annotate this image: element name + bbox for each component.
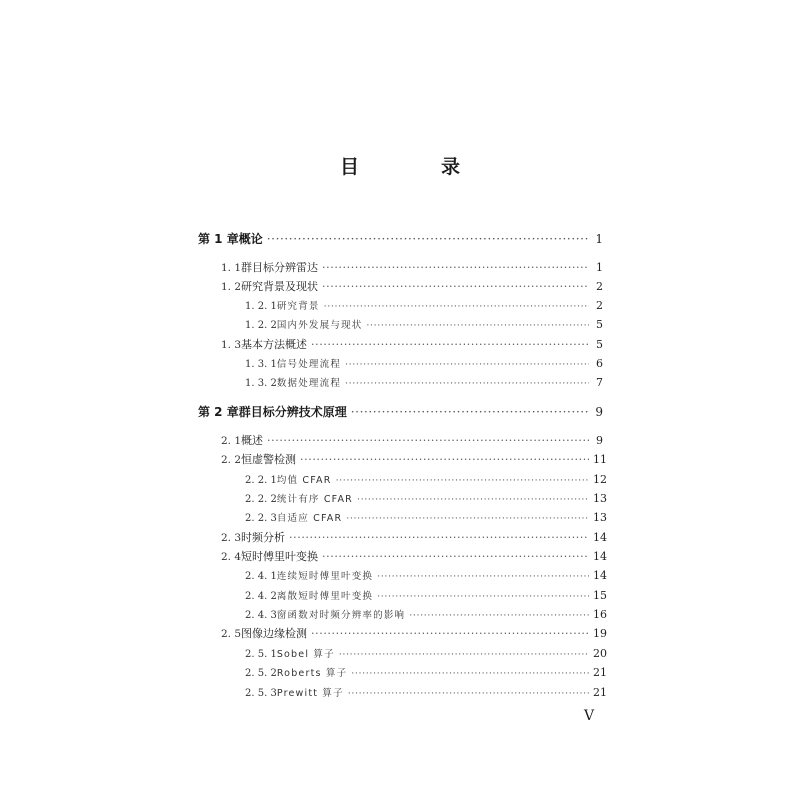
dot-leader <box>345 377 589 391</box>
dot-leader <box>348 687 589 701</box>
dot-leader <box>322 261 589 275</box>
toc-entry-subsection[interactable] <box>245 569 607 583</box>
toc-entry-page-number: 13 <box>593 511 607 524</box>
toc-entry-title: 概论 <box>238 232 263 246</box>
dot-leader <box>289 531 589 545</box>
toc-entry-title: 国内外发展与现状 <box>276 320 363 331</box>
dot-leader <box>322 550 589 564</box>
toc-entry-subsection[interactable] <box>245 589 607 603</box>
toc-entry-section[interactable] <box>221 280 603 294</box>
toc-entry-section[interactable] <box>221 531 607 545</box>
page-number-folio: V <box>584 708 595 724</box>
dot-leader <box>322 280 589 294</box>
toc-entry-title: 概述 <box>241 434 264 447</box>
dot-leader <box>339 648 589 662</box>
toc-entry-subsection[interactable] <box>245 686 607 700</box>
toc-entry-title: 时频分析 <box>241 531 286 544</box>
dot-leader <box>366 319 589 333</box>
toc-entry-page-number: 9 <box>595 405 603 419</box>
toc-entry-section[interactable] <box>221 261 603 275</box>
dot-leader <box>377 590 589 604</box>
toc-entry-chapter[interactable] <box>198 405 603 419</box>
toc-entry-number: 1. 3 <box>221 339 242 351</box>
toc-entry-title: 连续短时傅里叶变换 <box>276 571 374 582</box>
dot-leader <box>357 493 589 507</box>
dot-leader <box>336 474 589 488</box>
toc-entry-number: 2. 3 <box>221 532 242 544</box>
dot-leader <box>267 232 589 246</box>
toc-entry-title: 离散短时傅里叶变换 <box>276 591 374 602</box>
toc-entry-subsection[interactable] <box>245 299 603 313</box>
toc-entry-subsection[interactable] <box>245 473 607 487</box>
toc-entry-page-number: 5 <box>596 318 603 331</box>
toc-entry-number: 1. 3. 1 <box>245 359 277 370</box>
toc-entry-page-number: 12 <box>593 473 607 486</box>
toc-entry-number: 2. 5 <box>221 628 242 640</box>
toc-entry-title: 基本方法概述 <box>241 338 308 351</box>
toc-entry-page-number: 19 <box>593 627 607 640</box>
toc-entry-chapter[interactable] <box>198 232 603 246</box>
toc-entry-number: 2. 2. 3 <box>245 513 277 524</box>
toc-entry-subsection[interactable] <box>245 492 607 506</box>
toc-entry-page-number: 21 <box>593 686 607 699</box>
toc-entry-title: 群目标分辨技术原理 <box>238 405 347 419</box>
toc-entry-number: 1. 1 <box>221 262 242 274</box>
toc-entry-number: 2. 5. 2 <box>245 668 277 679</box>
toc-entry-subsection[interactable] <box>245 608 607 622</box>
toc-entry-subsection[interactable] <box>245 318 603 332</box>
dot-leader <box>311 627 589 641</box>
toc-entry-title: 恒虚警检测 <box>241 453 297 466</box>
toc-entry-number: 第 1 章 <box>198 232 239 246</box>
toc-entry-page-number: 14 <box>593 569 607 582</box>
toc-entry-title: 研究背景及现状 <box>241 280 319 293</box>
toc-entry-title: 信号处理流程 <box>276 359 342 370</box>
toc-entry-number: 2. 4. 1 <box>245 571 277 582</box>
dot-leader <box>351 667 589 681</box>
toc-entry-number: 1. 3. 2 <box>245 378 277 389</box>
dot-leader <box>300 453 589 467</box>
toc-entry-number: 2. 1 <box>221 435 242 447</box>
toc-entry-subsection[interactable] <box>245 376 603 390</box>
toc-entry-section[interactable] <box>221 338 603 352</box>
toc-entry-title: 窗函数对时频分辨率的影响 <box>276 610 406 621</box>
toc-entry-number: 1. 2. 1 <box>245 301 277 312</box>
toc-entry-page-number: 2 <box>596 299 603 312</box>
toc-entry-subsection[interactable] <box>245 666 607 680</box>
toc-entry-page-number: 2 <box>596 280 603 293</box>
toc-entry-title: Sobel 算子 <box>276 649 335 660</box>
toc-entry-subsection[interactable] <box>245 647 607 661</box>
toc-entry-section[interactable] <box>221 453 607 467</box>
toc-entry-subsection[interactable] <box>245 511 607 525</box>
toc-entry-page-number: 15 <box>593 589 607 602</box>
toc-entry-title: 自适应 CFAR <box>276 513 343 524</box>
toc-entry-subsection[interactable] <box>245 357 603 371</box>
page-title-char-2: 录 <box>440 156 460 178</box>
toc-entry-page-number: 6 <box>596 357 603 370</box>
toc-entry-number: 2. 2. 1 <box>245 475 277 486</box>
dot-leader <box>311 338 589 352</box>
toc-entry-page-number: 5 <box>596 338 603 351</box>
toc-entry-number: 2. 5. 1 <box>245 649 277 660</box>
toc-entry-section[interactable] <box>221 434 603 448</box>
toc-entry-page-number: 1 <box>595 232 603 246</box>
toc-entry-page-number: 21 <box>593 666 607 679</box>
toc-entry-title: 统计有序 CFAR <box>276 494 353 505</box>
toc-entry-number: 2. 5. 3 <box>245 688 277 699</box>
toc-entry-title: 均值 CFAR <box>276 475 332 486</box>
toc-entry-title: 数据处理流程 <box>276 378 342 389</box>
toc-entry-number: 2. 4. 2 <box>245 591 277 602</box>
toc-entry-number: 2. 2 <box>221 454 242 466</box>
toc-entry-page-number: 7 <box>596 376 603 389</box>
dot-leader <box>324 300 589 314</box>
toc-entry-title: 图像边缘检测 <box>241 627 308 640</box>
toc-entry-title: Roberts 算子 <box>276 668 348 679</box>
toc-entry-title: 群目标分辨雷达 <box>241 261 319 274</box>
toc-entry-number: 2. 4 <box>221 551 242 563</box>
toc-entry-number: 1. 2 <box>221 281 242 293</box>
page-title-char-1: 目 <box>340 156 360 178</box>
toc-entry-page-number: 9 <box>596 434 603 447</box>
toc-entry-page-number: 16 <box>593 608 607 621</box>
toc-entry-page-number: 14 <box>593 550 607 563</box>
toc-entry-number: 2. 2. 2 <box>245 494 277 505</box>
toc-entry-title: 短时傅里叶变换 <box>241 550 319 563</box>
toc-entry-page-number: 13 <box>593 492 607 505</box>
toc-entry-number: 2. 4. 3 <box>245 610 277 621</box>
toc-entry-number: 1. 2. 2 <box>245 320 277 331</box>
toc-entry-section[interactable] <box>221 627 607 641</box>
toc-entry-title: 研究背景 <box>276 301 320 312</box>
dot-leader <box>346 512 589 526</box>
dot-leader <box>351 405 589 419</box>
toc-entry-page-number: 11 <box>593 453 607 466</box>
dot-leader <box>345 358 589 372</box>
toc-entry-page-number: 1 <box>596 261 603 274</box>
toc-entry-page-number: 20 <box>593 647 607 660</box>
toc-entry-number: 第 2 章 <box>198 405 239 419</box>
toc-entry-title: Prewitt 算子 <box>276 688 344 699</box>
dot-leader <box>377 570 589 584</box>
dot-leader <box>409 609 589 623</box>
toc-entry-section[interactable] <box>221 550 607 564</box>
dot-leader <box>267 434 589 448</box>
toc-entry-page-number: 14 <box>593 531 607 544</box>
